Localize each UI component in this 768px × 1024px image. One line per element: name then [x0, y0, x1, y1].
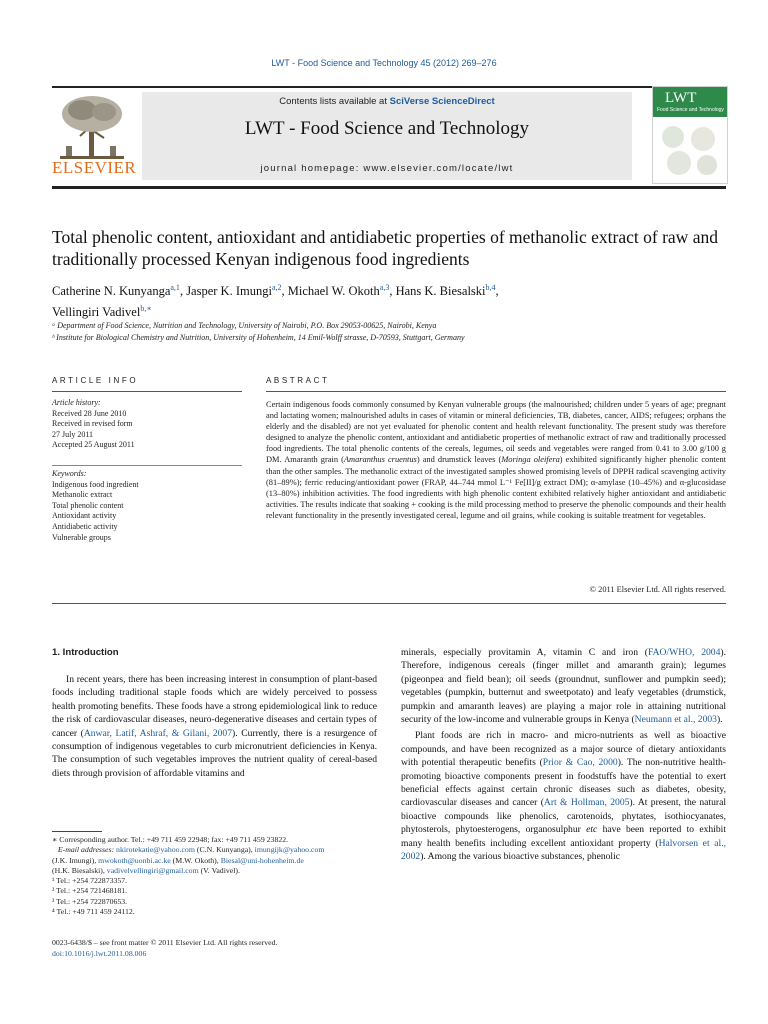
- cover-subtitle: Food Science and Technology: [657, 107, 724, 113]
- reference-link[interactable]: Prior & Cao, 2000: [542, 757, 618, 769]
- author-separator: ,: [179, 284, 187, 299]
- masthead-bottom-rule: [52, 186, 726, 189]
- paragraph-text: ). At present, the natural bioactive compounds like phenolics, carotenoids, phytates, isothiocyanates, phytosterols, phytoesterogens, organosulphur: [401, 797, 726, 836]
- paragraph-text: ).: [716, 714, 723, 726]
- keyword: Methanolic extract: [52, 490, 113, 500]
- species-name: Amaranthus cruentus: [343, 455, 417, 465]
- journal-cover-thumbnail: [652, 86, 728, 184]
- journal-citation[interactable]: LWT - Food Science and Technology 45 (2012) 269–276: [271, 58, 497, 68]
- email-addresses-line-2: [52, 856, 377, 866]
- paragraph-italic: etc: [586, 824, 598, 836]
- article-info-rule: [52, 391, 242, 392]
- affiliation-a: ᵃ Department of Food Science, Nutrition and Technology, University of Nairobi, P.O. Box 29053-00625, Nairobi, Kenya: [52, 321, 437, 330]
- contents-line: [142, 96, 632, 107]
- intro-paragraph: [401, 729, 726, 863]
- history-line: Received 28 June 2010: [52, 408, 127, 418]
- abstract-rule: [266, 391, 726, 392]
- author-separator: ,: [495, 284, 499, 299]
- keyword: Indigenous food ingredient: [52, 479, 139, 489]
- front-matter: [52, 937, 377, 959]
- keywords: [52, 469, 242, 543]
- email-label: E-mail addresses:: [57, 845, 115, 855]
- section-title: 1. Introduction: [52, 647, 119, 658]
- email-owner: (M.W. Okoth),: [170, 855, 221, 865]
- abstract-bottom-rule: [52, 603, 726, 604]
- issn-line: 0023-6438/$ – see front matter © 2011 Elsevier Ltd. All rights reserved.: [52, 938, 278, 947]
- tel-note: ⁴ Tel.: +49 711 459 24112.: [52, 907, 135, 917]
- author-separator: ,: [389, 284, 396, 299]
- email-owner: (C.N. Kunyanga),: [194, 845, 255, 855]
- author-name: Vellingiri Vadivel: [52, 305, 141, 320]
- tel-note: ¹ Tel.: +254 722873357.: [52, 876, 128, 886]
- author-list: [52, 279, 726, 321]
- author-name: Michael W. Okoth: [287, 284, 380, 299]
- cover-title: LWT: [665, 90, 697, 106]
- footnote-rule: [52, 831, 102, 832]
- keyword: Vulnerable groups: [52, 532, 111, 542]
- journal-title: LWT - Food Science and Technology: [244, 118, 530, 139]
- masthead-top-rule: [52, 86, 726, 88]
- affiliations: [52, 320, 726, 344]
- paragraph-text: ). The non-nutritive health-promoting bioactive components present in foodstuffs have the potential to exert beneficial effects against certain chronic diseases such as diabetes, obesity, cardiovascular diseases and cancer (: [401, 757, 726, 809]
- author-affiliation-mark[interactable]: b,4: [485, 283, 496, 292]
- journal-title-box: [142, 92, 632, 180]
- keywords-label: Keywords:: [52, 469, 87, 478]
- email-addresses-line-1: [52, 845, 377, 855]
- intro-paragraph: [401, 646, 726, 726]
- doi-link[interactable]: doi:10.1016/j.lwt.2011.08.006: [52, 949, 147, 958]
- history-line: Accepted 25 August 2011: [52, 440, 135, 450]
- tel-note: ³ Tel.: +254 722870653.: [52, 896, 128, 906]
- intro-column-right: [401, 646, 726, 867]
- paragraph-text: ). Therefore, indigenous cereals (finger millet and amaranth grain); legumes (pigeonpea and field bean); oil seeds (groundnut, sunflower and pumpkin seed); vegetables (pumpkin, butternut and sweetpotato) and leafy vegetables (drumstick, pumpkin and amaranth leaves) are playing a major role in attaining nutritional security of the low-income and vulnerable groups in Kenya (: [401, 647, 726, 726]
- article-info-heading: ARTICLE INFO: [52, 376, 139, 385]
- abstract-heading: ABSTRACT: [266, 376, 330, 385]
- email-link[interactable]: nkirotekatie@yahoo.com: [116, 845, 195, 855]
- author-name: Hans K. Biesalski: [395, 284, 486, 299]
- reference-link[interactable]: Anwar, Latif, Ashraf, & Gilani, 2007: [83, 727, 233, 739]
- elsevier-wordmark: ELSEVIER: [52, 158, 137, 177]
- journal-homepage-link[interactable]: journal homepage: www.elsevier.com/locate/lwt: [260, 163, 514, 174]
- article-history: [52, 398, 242, 451]
- paragraph-text: ). Among the various bioactive substances, phenolic: [420, 851, 621, 863]
- tel-note: ² Tel.: +254 721468181.: [52, 886, 128, 896]
- intro-paragraph-left: [52, 673, 377, 780]
- paragraph-text: In recent years, there has been increasing interest in consumption of plant-based foods including traditional staple foods which are widely perceived to possess health promoting benefits. These foods have a strong epidemiological link to reduce the risk of cardiovascular diseases, neuro-degenerative diseases and certain types of cancer (: [52, 674, 377, 739]
- email-link[interactable]: imungijk@yahoo.com: [254, 845, 325, 855]
- paragraph-text: minerals, especially provitamin A, vitamin C and iron (: [401, 647, 648, 658]
- author-name: Jasper K. Imungi: [186, 284, 272, 299]
- corresponding-author-note: ∗ Corresponding author. Tel.: +49 711 459 22948; fax: +49 711 459 23822.: [52, 835, 289, 844]
- email-owner: (J.K. Imungi),: [52, 855, 99, 865]
- paragraph-text: Plant foods are rich in macro- and micro-nutrients as well as bioactive compounds, and have been recognized as a major source of dietary antioxidants with potential therapeutic benefits (: [401, 730, 726, 769]
- keyword: Antidiabetic activity: [52, 521, 118, 531]
- email-link[interactable]: mwokoth@uonbi.ac.ke: [98, 855, 171, 865]
- email-link[interactable]: Biesal@uni-hohenheim.de: [220, 855, 304, 865]
- journal-masthead: [52, 86, 726, 186]
- paragraph-text: ). Currently, there is a resurgence of consumption of indigenous vegetables to curb micronutrient deficiencies in Kenya. The consumption of such vegetables improves the nutrient quality of cereal-based diets through provision of affordable vitamins and: [52, 727, 377, 779]
- history-line: 27 July 2011: [52, 429, 94, 439]
- author-affiliation-mark[interactable]: a,3: [379, 283, 390, 292]
- reference-link[interactable]: Halvorsen et al., 2002: [401, 837, 727, 863]
- author-affiliation-mark[interactable]: a,1: [170, 283, 180, 292]
- email-link[interactable]: vadivelvellingiri@gmail.com: [106, 865, 199, 875]
- article-title: Total phenolic content, antioxidant and antidiabetic properties of methanolic extract of raw and traditionally processed Kenyan indigenous food ingredients: [52, 227, 718, 269]
- species-name: Moringa oleifera: [501, 455, 560, 465]
- email-addresses-line-3: [52, 866, 377, 876]
- cover-image-icon: [659, 123, 721, 177]
- history-line: Received in revised form: [52, 419, 133, 429]
- contents-prefix: Contents lists available at: [279, 96, 390, 107]
- elsevier-logo: [52, 92, 137, 182]
- sciencedirect-link[interactable]: SciVerse ScienceDirect: [389, 96, 495, 107]
- paragraph-text: have been reported to exhibit many health benefits including excellent antioxidant property (: [401, 824, 726, 849]
- elsevier-tree-icon: [52, 92, 132, 164]
- reference-link[interactable]: FAO/WHO, 2004: [648, 647, 721, 658]
- keyword: Antioxidant activity: [52, 511, 117, 521]
- affiliation-b: ᵇ Institute for Biological Chemistry and Nutrition, University of Hohenheim, 14 Emil-Wolff strasse, D-70593, Stuttgart, Germany: [52, 333, 465, 342]
- abstract-segment: ) exhibited significantly higher phenolic content than the other samples. The methanolic extract of the investigated samples showed promising levels of DPPH radical scavenging activity (81–89%); ferric reducing/antioxidant power (FRAP, 44–744 mmol L⁻¹ Fe[II]/g extract DM); α-amylase (10–45%) and α-glucosidase (13–80%) inhibition activities. The food ingredients with high phenolic content exhibited relatively higher antioxidant and antidiabetic activities. The results indicate that soaking + cooking is the mild processing method to preserve the phenolic compounds and their health relevant functionality in the presently investigated cereal, legume and oil grains, while cooking is suitable treatment for vegetables.: [266, 455, 726, 520]
- reference-link[interactable]: Neumann et al., 2003: [634, 714, 717, 726]
- author-name: Catherine N. Kunyanga: [52, 284, 171, 299]
- email-owner: (H.K. Biesalski),: [52, 865, 107, 875]
- author-affiliation-mark[interactable]: b,∗: [140, 304, 152, 314]
- history-label: Article history:: [52, 398, 101, 407]
- email-owner: (V. Vadivel).: [198, 865, 240, 875]
- author-separator: ,: [281, 284, 288, 299]
- reference-link[interactable]: Art & Hollman, 2005: [543, 797, 630, 809]
- abstract-segment: Certain indigenous foods commonly consumed by Kenyan vulnerable groups (the malnourished; children under 5 years of age; pregnant and lactating women; malnourished adults in cases of vitamin or mineral deficiencies, TB, diabetes, cancer, AIDS; refugees; orphans the elderly and the disabled) are not yet evaluated for phenolic content and health relevant functionality. The present study was therefore designed to analyze the phenolic content, antioxidant and antidiabetic properties of methanolic extract of raw and traditionally processed food ingredients. The total phenolic contents of the cereals, legumes, oil seeds and vegetables were ranged from 0.41 to 3.00 g/100 g DM. Amaranth grain (: [266, 400, 726, 465]
- copyright-notice: © 2011 Elsevier Ltd. All rights reserved.: [589, 585, 726, 594]
- abstract-segment: ) and drumstick leaves (: [416, 455, 502, 465]
- footnotes: [52, 835, 377, 917]
- author-affiliation-mark[interactable]: a,2: [271, 283, 282, 292]
- abstract-text: [266, 399, 726, 521]
- keyword: Total phenolic content: [52, 500, 124, 510]
- keywords-rule: [52, 465, 242, 466]
